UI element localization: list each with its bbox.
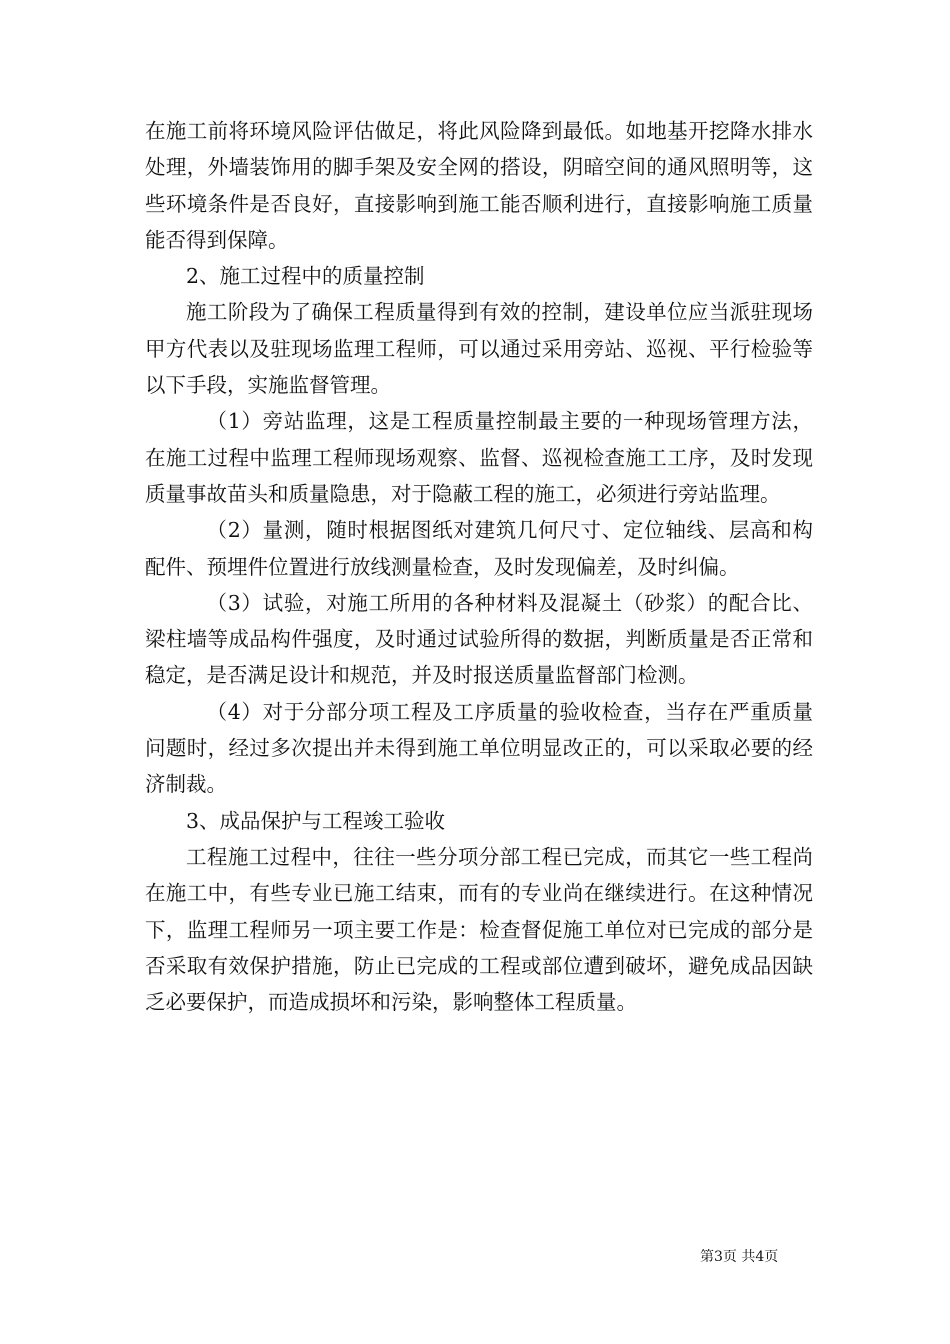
paragraph-testing: （3）试验，对施工所用的各种材料及混凝土（砂浆）的配合比、梁柱墙等成品构件强度，及时通过试验所得的数据，判断质量是否正常和稳定，是否满足设计和规范，并及时报送质量监督部门检测。 [145, 590, 813, 688]
paragraph-acceptance-inspection: （4）对于分部分项工程及工序质量的验收检查，当存在严重质量问题时，经过多次提出并未得到施工单位明显改正的，可以采取必要的经济制裁。 [145, 699, 813, 797]
document-body [145, 113, 813, 1020]
page-number: 第3页 共4页 [700, 1249, 779, 1265]
paragraph-environment-risk: 在施工前将环境风险评估做足，将此风险降到最低。如地基开挖降水排水处理，外墙装饰用的脚手架及安全网的搭设，阴暗空间的通风照明等，这些环境条件是否良好，直接影响到施工能否顺利进行，直接影响施工质量能否得到保障。 [145, 119, 813, 252]
paragraph-side-supervision: （1）旁站监理，这是工程质量控制最主要的一种现场管理方法，在施工过程中监理工程师现场观察、监督、巡视检查施工工序，及时发现质量事故苗头和质量隐患，对于隐蔽工程的施工，必须进行旁站监理。 [145, 409, 813, 506]
paragraph-measurement: （2）量测，随时根据图纸对建筑几何尺寸、定位轴线、层高和构配件、预埋件位置进行放线测量检查，及时发现偏差，及时纠偏。 [145, 518, 813, 579]
paragraph-construction-stage: 施工阶段为了确保工程质量得到有效的控制，建设单位应当派驻现场甲方代表以及驻现场监理工程师，可以通过采用旁站、巡视、平行检验等以下手段，实施监督管理。 [145, 300, 813, 398]
paragraph-product-protection: 工程施工过程中，往往一些分项分部工程已完成，而其它一些工程尚在施工中，有些专业已施工结束，而有的专业尚在继续进行。在这种情况下，监理工程师另一项主要工作是：检查督促施工单位对已完成的部分是否采取有效保护措施，防止已完成的工程或部位遭到破坏，避免成品因缺乏必要保护，而造成损坏和污染，影响整体工程质量。 [145, 844, 813, 1015]
heading-construction-quality-control: 2、施工过程中的质量控制 [186, 264, 425, 289]
heading-product-protection: 3、成品保护与工程竣工验收 [186, 808, 446, 833]
